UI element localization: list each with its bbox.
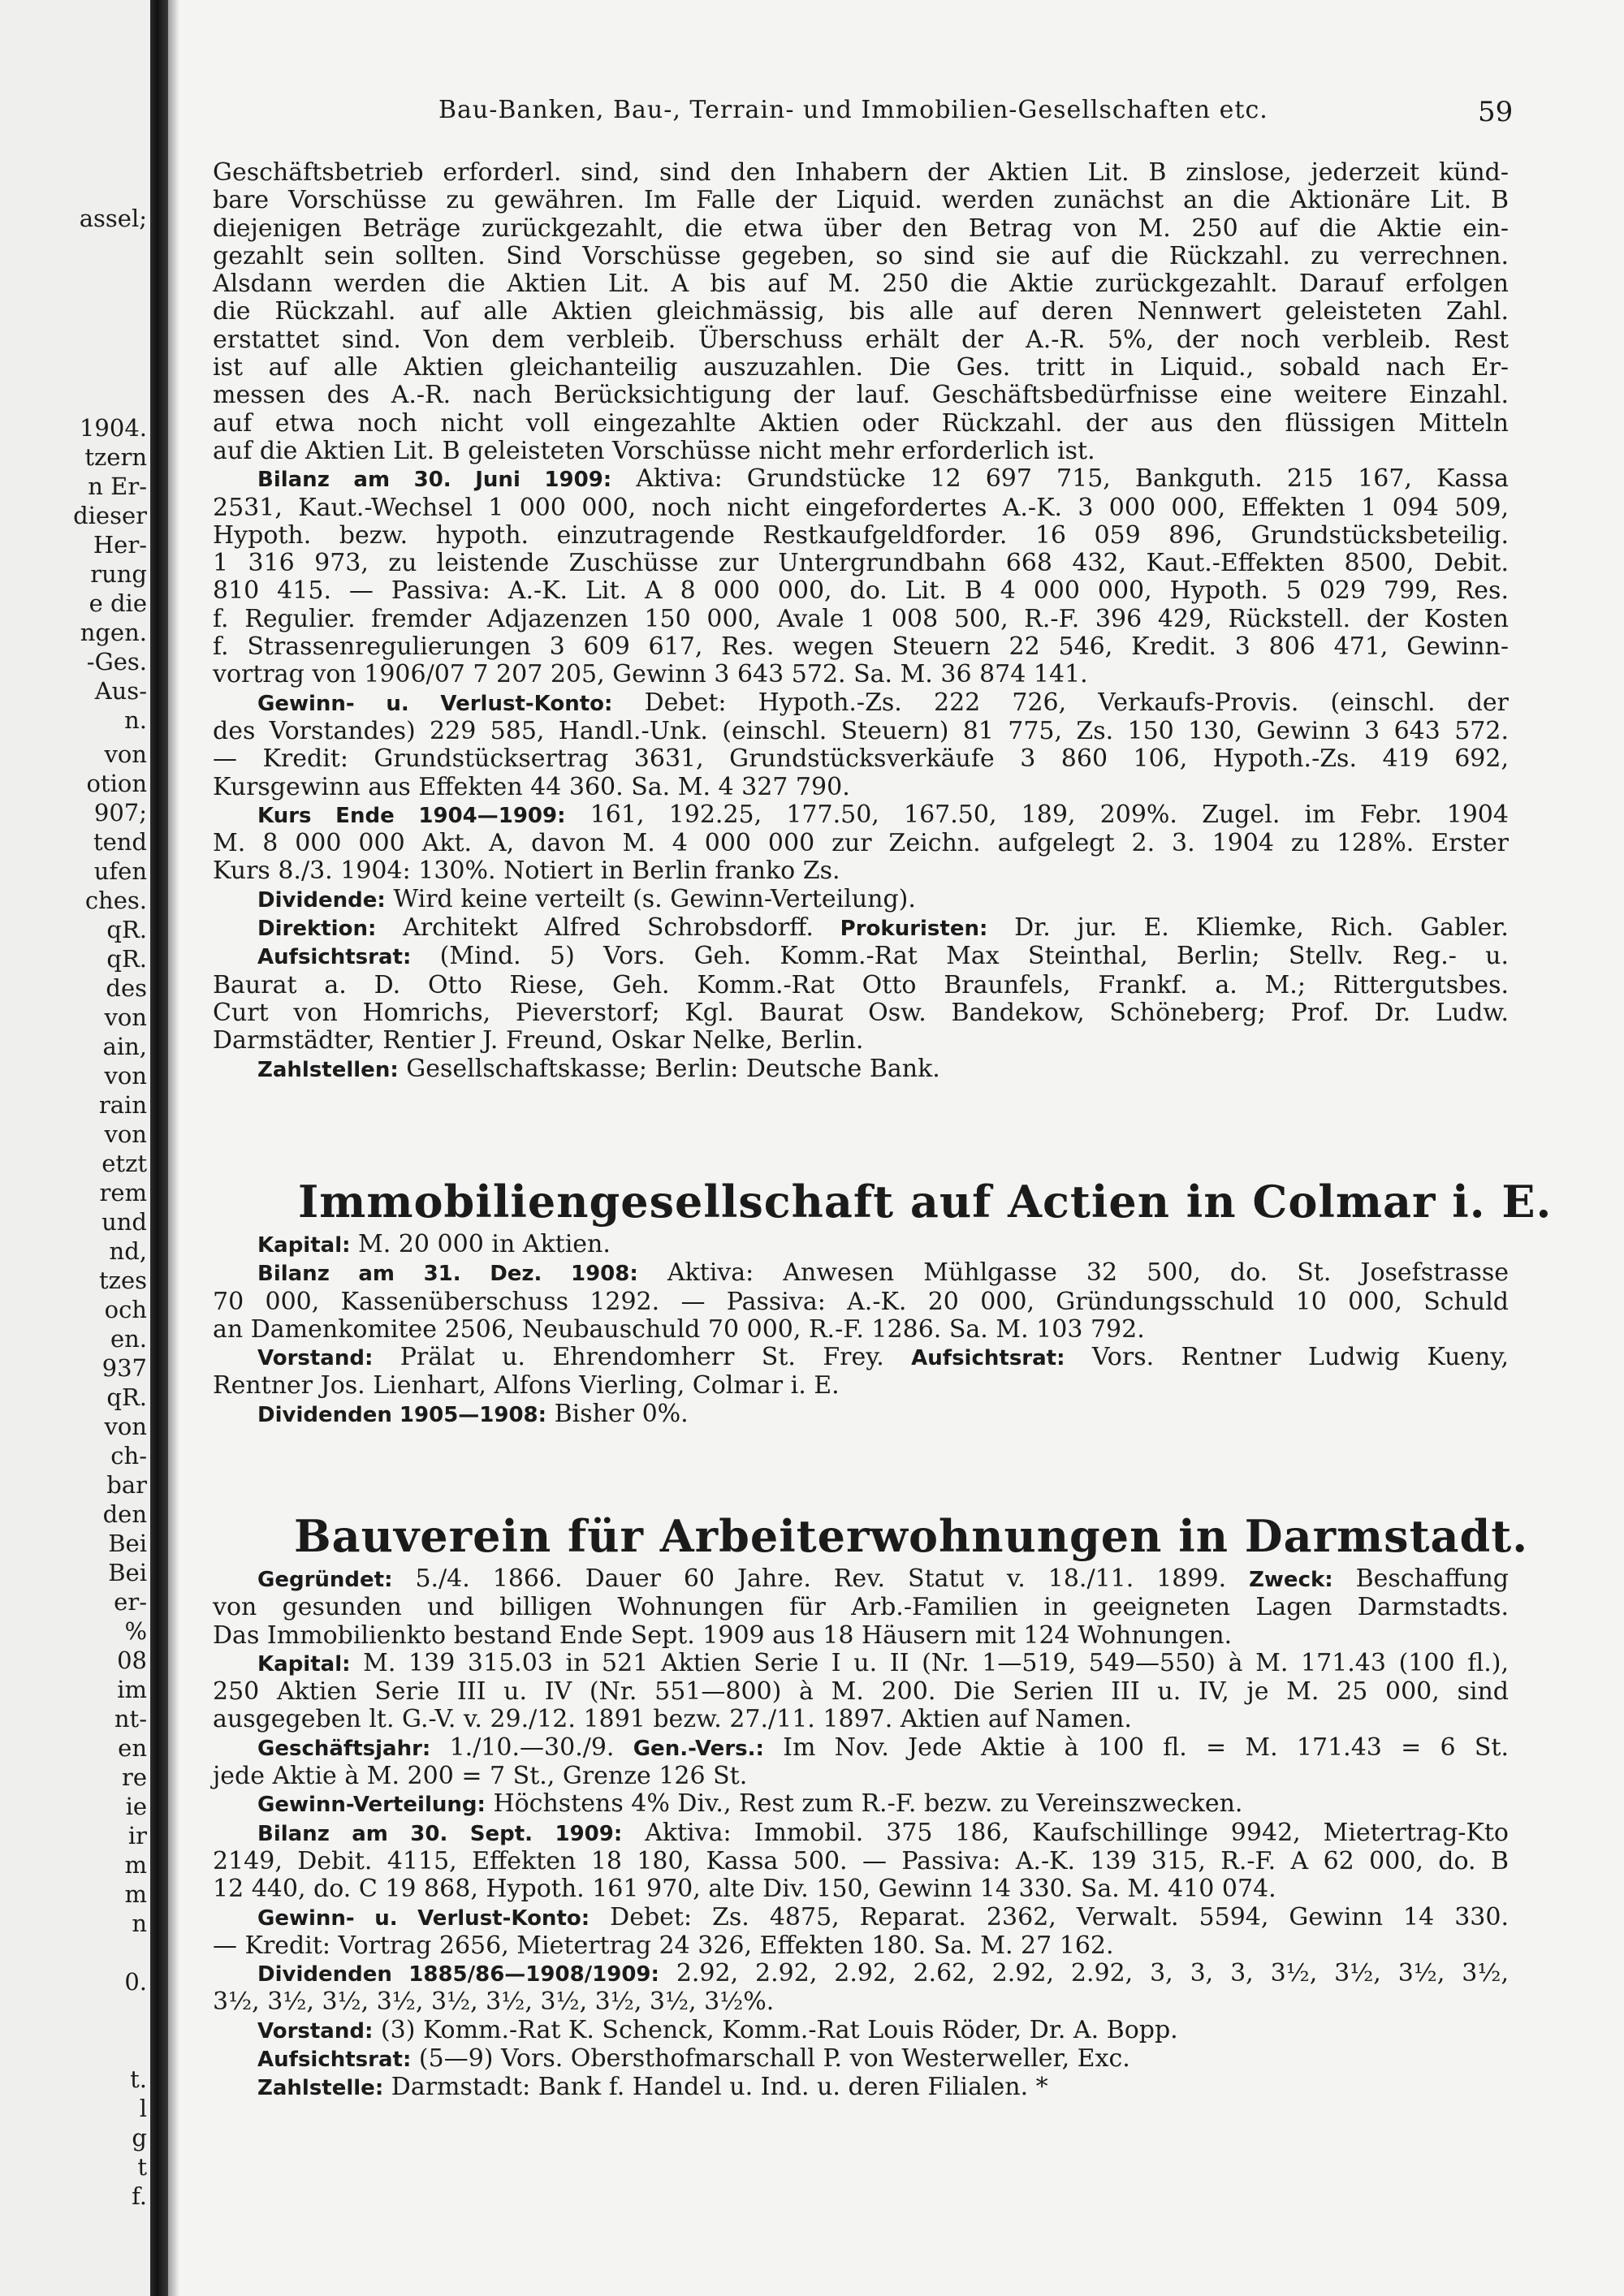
text-line: ausgegeben lt. G.-V. v. 29./12. 1891 bezw. 27./11. 1897. Aktien auf Namen. — [213, 1705, 1132, 1734]
zweck-label: Zweck: — [1249, 1568, 1333, 1592]
text-line: erstattet sind. Von dem verbleib. Überschuss erhält der A.-R. 5%, der noch verbleib. Rest — [213, 325, 1509, 354]
aufsichtsrat-first — [213, 943, 1509, 971]
aufsichtsrat-line: (Mind. 5) Vors. Geh. Komm.-Rat Max Steinthal, Berlin; Stellv. Reg.- u. — [439, 942, 1509, 971]
section-1-continuation — [213, 159, 1509, 1084]
left-page-fragment: g — [132, 2124, 147, 2151]
kurs-body — [213, 830, 1509, 886]
zahlstellen-label: Zahlstellen: — [257, 1057, 399, 1082]
left-page-fragment: t — [137, 2153, 147, 2181]
text-line: 2149, Debit. 4115, Effekten 18 180, Kassa 500. — Passiva: A.-K. 139 315, R.-F. A 62 000, do. B — [213, 1846, 1509, 1875]
left-page-fragment: ain, — [102, 1033, 147, 1060]
vorstand-line — [213, 1344, 1509, 1372]
left-page-fragment: er- — [114, 1588, 147, 1616]
left-page-fragment: dieser — [73, 502, 147, 529]
genvers-label: Gen.-Vers.: — [633, 1736, 764, 1761]
left-page-fragment: Bei — [108, 1530, 147, 1557]
text-line: 1 316 973, zu leistende Zuschüsse zur Untergrundbahn 668 432, Kaut.-Effekten 8500, Debit. — [213, 549, 1509, 578]
dividenden-line — [213, 1400, 1509, 1429]
left-page-fragment: l — [139, 2095, 147, 2122]
page-number: 59 — [1478, 96, 1514, 128]
geschaeftsjahr-line — [213, 1734, 1509, 1763]
text-line: von gesunden und billigen Wohnungen für Arb.-Familien in geeigneten Lagen Darmstadts. — [213, 1593, 1509, 1622]
text-line: Kursgewinn aus Effekten 44 360. Sa. M. 4 327 790. — [213, 772, 850, 801]
text-line: Hypoth. bezw. hypoth. einzutragende Restkaufgeldforder. 16 059 896, Grundstücksbeteilig. — [213, 520, 1509, 550]
kurs-line: 161, 192.25, 177.50, 167.50, 189, 209%. Zugel. im Febr. 1904 — [590, 800, 1509, 829]
text-line: die Rückzahl. auf alle Aktien gleichmässig, bis alle auf deren Nennwert geleisteten Zahl. — [213, 297, 1509, 326]
left-page-fragment: ufen — [93, 857, 147, 885]
left-page-fragment: e die — [89, 589, 147, 617]
left-page-fragment: assel; — [79, 205, 147, 232]
text-line: 2531, Kaut.-Wechsel 1 000 000, noch nicht eingefordertes A.-K. 3 000 000, Effekten 1 094 509, — [213, 493, 1509, 522]
left-page-fragment: ngen. — [80, 619, 147, 646]
text-line: 250 Aktien Serie III u. IV (Nr. 551—800) à M. 200. Die Serien III u. IV, je M. 25 000, sind — [213, 1677, 1509, 1707]
text-line: f. Regulier. fremder Adjazenzen 150 000, Avale 1 008 500, R.-F. 396 429, Rückstell. der Kosten — [213, 604, 1509, 633]
left-page-fragment: n. — [124, 706, 147, 734]
kapital-first — [213, 1650, 1509, 1678]
text-line: Darmstädter, Rentier J. Freund, Oskar Nelke, Berlin. — [213, 1026, 864, 1055]
dividende-text: Wird keine verteilt (s. Gewinn-Verteilung). — [393, 884, 916, 913]
text-line: Kurs 8./3. 1904: 130%. Notiert in Berlin franko Zs. — [213, 857, 840, 886]
bilanz-line: Aktiva: Immobil. 375 186, Kaufschillinge 9942, Mietertrag-Kto — [645, 1818, 1509, 1847]
gegruendet-line — [213, 1565, 1509, 1594]
section-3 — [213, 1510, 1529, 2103]
aufsichtsrat-label: Aufsichtsrat: — [911, 1346, 1065, 1371]
left-page-fragment: 0. — [124, 1968, 147, 1996]
text-line: f. Strassenregulierungen 3 609 617, Res. wegen Steuern 22 546, Kredit. 3 806 471, Gewinn- — [213, 632, 1509, 662]
dividenden-cont: 3½, 3½, 3½, 3½, 3½, 3½, 3½, 3½, 3½, 3½%. — [213, 1987, 775, 2017]
text-line: diejenigen Beträge zurückgezahlt, die etwa über den Betrag von M. 250 auf die Aktie ein- — [213, 214, 1509, 243]
gewinnverteilung-line — [213, 1790, 1509, 1819]
bilanz-body — [213, 1848, 1509, 1904]
company-title-darmstadt: Bauverein für Arbeiterwohnungen in Darmstadt. — [294, 1510, 1529, 1562]
bilanz-1908-first — [213, 1259, 1509, 1288]
text-line: Geschäftsbetrieb erforderl. sind, sind den Inhabern der Aktien Lit. B zinslose, jederzeit künd- — [213, 158, 1509, 187]
text-line: Curt von Homrichs, Pieverstorf; Kgl. Baurat Osw. Bandekow, Schöneberg; Prof. Dr. Ludw. — [213, 998, 1509, 1027]
left-page-fragment: m — [124, 1851, 147, 1879]
zahlstellen-text: Gesellschaftskasse; Berlin: Deutsche Bank. — [406, 1054, 940, 1083]
kurs-first — [213, 801, 1509, 830]
aufsichtsrat-line — [213, 2045, 1509, 2074]
zahlstelle-line — [213, 2074, 1509, 2102]
dividende-line — [213, 886, 1509, 914]
guv-label: Gewinn- u. Verlust-Konto: — [257, 1905, 590, 1931]
vorstand-text: Prälat u. Ehrendomherr St. Frey. — [400, 1343, 884, 1372]
aufsichtsrat-body — [213, 972, 1509, 1055]
left-page-fragment: nd, — [109, 1237, 147, 1265]
text-line: des Vorstandes) 229 585, Handl.-Unk. (einschl. Steuern) 81 775, Zs. 150 130, Gewinn 3 643 572. — [213, 716, 1509, 745]
left-page-fragment: etzt — [102, 1150, 147, 1177]
dividende-label: Dividende: — [257, 887, 386, 913]
left-page-fragment: qR. — [106, 916, 147, 943]
left-page-fragment: tend — [93, 828, 147, 856]
bilanz-line: Aktiva: Anwesen Mühlgasse 32 500, do. St. Josefstrasse — [667, 1258, 1509, 1288]
left-page-fragment: von — [104, 740, 147, 768]
section-2 — [213, 1176, 1553, 1429]
left-page-fragment: den — [102, 1500, 147, 1528]
bilanz-1909-first — [213, 1819, 1509, 1848]
kapital-line — [213, 1231, 1509, 1259]
dividenden-line: 2.92, 2.92, 2.92, 2.62, 2.92, 2.92, 3, 3, 3, 3½, 3½, 3½, 3½, — [676, 1959, 1509, 1988]
text-line: auf etwa noch nicht voll eingezahlte Aktien oder Rückzahl. der aus den flüssigen Mitteln — [213, 408, 1509, 438]
text-line: vortrag von 1906/07 7 207 205, Gewinn 3 643 572. Sa. M. 36 874 141. — [213, 660, 1088, 689]
left-page-fragment: 08 — [117, 1646, 147, 1674]
kurs-label: Kurs Ende 1904—1909: — [257, 803, 566, 828]
left-page-fragment: ie — [125, 1793, 147, 1820]
gutter-shadow — [168, 0, 179, 2296]
left-page-fragment: ch- — [110, 1442, 147, 1470]
left-page-fragment: % — [124, 1617, 147, 1645]
text-line: Das Immobilienkto bestand Ende Sept. 1909 aus 18 Häusern mit 124 Wohnungen. — [213, 1621, 1233, 1650]
direktion-line — [213, 914, 1509, 943]
text-line: Baurat a. D. Otto Riese, Geh. Komm.-Rat Otto Braunfels, Frankf. a. M.; Rittergutsbes. — [213, 970, 1509, 999]
left-page-fragment: qR. — [106, 945, 147, 973]
bilanz-1909-first — [213, 465, 1509, 494]
text-line: gezahlt sein sollten. Sind Vorschüsse gegeben, so sind sie auf die Rückzahl. zu verrechnen. — [213, 241, 1509, 270]
geschaeftsjahr-text: 1./10.—30./9. — [449, 1733, 615, 1762]
left-page-fragment: en — [118, 1734, 147, 1762]
left-page-fragment: 937 — [102, 1354, 147, 1382]
guv-line: Debet: Zs. 4875, Reparat. 2362, Verwalt. 5594, Gewinn 14 330. — [610, 1902, 1509, 1931]
text-line: messen des A.-R. nach Berücksichtigung der lauf. Geschäftsbedürfnisse eine weitere Einzahl. — [213, 381, 1509, 410]
aufsichtsrat-text: Vors. Rentner Ludwig Kueny, — [1091, 1343, 1509, 1372]
aufsichtsrat-cont: Rentner Jos. Lienhart, Alfons Vierling, Colmar i. E. — [213, 1371, 840, 1400]
left-page-fragment: bar — [106, 1471, 147, 1499]
left-page-fragment: qR. — [106, 1383, 147, 1411]
genvers-text: Im Nov. Jede Aktie à 100 fl. = M. 171.43 = 6 St. — [783, 1733, 1509, 1762]
aufsichtsrat-label: Aufsichtsrat: — [257, 945, 412, 970]
left-page-fragment: ir — [127, 1822, 147, 1849]
gegruendet-body — [213, 1594, 1509, 1650]
left-page-fragment: n Er- — [88, 473, 147, 500]
text-line: an Damenkomitee 2506, Neubauschuld 70 000, R.-F. 1286. Sa. M. 103 792. — [213, 1314, 1145, 1344]
left-page-fragment: 1904. — [79, 414, 147, 442]
left-page-fragment: f. — [132, 2182, 147, 2210]
guv-first — [213, 689, 1509, 718]
left-page-fragment: Bei — [108, 1559, 147, 1586]
left-page-fragment: 907; — [93, 799, 147, 826]
kapital-line: M. 139 315.03 in 521 Aktien Serie I u. II (Nr. 1—519, 549—550) à M. 171.43 (100 fl.), — [363, 1648, 1509, 1677]
text-line: bare Vorschüsse zu gewähren. Im Falle der Liquid. werden zunächst an die Aktionäre Lit. B — [213, 186, 1509, 215]
text-line: Alsdann werden die Aktien Lit. A bis auf M. 250 die Aktie zurückgezahlt. Darauf erfolgen — [213, 270, 1509, 299]
dividenden-label: Dividenden 1905—1908: — [257, 1402, 547, 1427]
bilanz-label: Bilanz am 30. Sept. 1909: — [257, 1821, 623, 1846]
aufsichtsrat-text: (5—9) Vors. Obersthofmarschall P. von Westerweller, Exc. — [418, 2044, 1130, 2074]
left-page-fragment: -Ges. — [86, 648, 147, 675]
left-page-fragment: von — [104, 1120, 147, 1148]
guv-label: Gewinn- u. Verlust-Konto: — [257, 691, 613, 716]
bilanz-line: Aktiva: Grundstücke 12 697 715, Bankguth. 215 167, Kassa — [636, 464, 1509, 494]
dividenden-label: Dividenden 1885/86—1908/1909: — [257, 1962, 659, 1987]
guv-first — [213, 1904, 1509, 1932]
guv-body — [213, 718, 1509, 801]
prokuristen-label: Prokuristen: — [840, 917, 988, 942]
gegruendet-text: 5./4. 1866. Dauer 60 Jahre. Rev. Statut v. 18./11. 1899. — [415, 1564, 1227, 1593]
direktion-text: Architekt Alfred Schrobsdorff. — [403, 913, 814, 943]
left-page-fragment: re — [121, 1763, 147, 1791]
left-page-fragment: n — [132, 1910, 147, 1937]
bilanz-body — [213, 1288, 1509, 1344]
vorstand-line — [213, 2017, 1509, 2045]
left-page-fragment: Aus- — [94, 677, 147, 705]
gegruendet-label: Gegründet: — [257, 1568, 393, 1592]
kapital-body — [213, 1678, 1509, 1734]
text-line: — Kredit: Grundstücksertrag 3631, Grundstücksverkäufe 3 860 106, Hypoth.-Zs. 419 692, — [213, 744, 1509, 774]
left-page-fragment: tzes — [99, 1267, 147, 1294]
gewinnverteilung-label: Gewinn-Verteilung: — [257, 1793, 486, 1818]
left-page-fragment: rain — [98, 1091, 147, 1119]
zahlstelle-label: Zahlstelle: — [257, 2076, 384, 2101]
left-page-fragment: Her- — [93, 531, 147, 559]
left-page-fragment: m — [124, 1880, 147, 1908]
left-page-fragment: t. — [130, 2065, 147, 2093]
left-page-fragment: otion — [86, 770, 147, 797]
vorstand-label: Vorstand: — [257, 1346, 374, 1371]
running-header: Bau-Banken, Bau-, Terrain- und Immobilien-Gesellschaften etc. — [438, 96, 1268, 124]
left-page-fragment: des — [106, 974, 147, 1002]
company-title-colmar: Immobiliengesellschaft auf Actien in Colmar i. E. — [298, 1176, 1553, 1228]
genvers-cont: jede Aktie à M. 200 = 7 St., Grenze 126 St. — [213, 1762, 748, 1791]
zweck-text: Beschaffung — [1355, 1564, 1509, 1593]
left-page-fragment: nt- — [114, 1705, 147, 1733]
bilanz-label: Bilanz am 30. Juni 1909: — [257, 468, 612, 493]
kapital-label: Kapital: — [257, 1651, 351, 1677]
aufsichtsrat-label: Aufsichtsrat: — [257, 2048, 412, 2073]
left-page-fragment: och — [104, 1296, 147, 1323]
text-line: 810 415. — Passiva: A.-K. Lit. A 8 000 000, do. Lit. B 4 000 000, Hypoth. 5 029 799, Res. — [213, 576, 1509, 606]
kapital-text: M. 20 000 in Aktien. — [358, 1230, 611, 1258]
guv-cont: — Kredit: Vortrag 2656, Mietertrag 24 326, Effekten 180. Sa. M. 27 162. — [213, 1931, 1114, 1960]
section-1-body — [213, 159, 1509, 465]
left-page-fragment: en. — [110, 1325, 147, 1353]
left-page-fragment: im — [117, 1676, 147, 1703]
direktion-label: Direktion: — [257, 917, 377, 942]
left-page-fragment: ches. — [84, 887, 147, 914]
text-line: 12 440, do. C 19 868, Hypoth. 161 970, alte Div. 150, Gewinn 14 330. Sa. M. 410 074. — [213, 1875, 1276, 1904]
left-page-fragment: von — [104, 1003, 147, 1031]
zahlstelle-text: Darmstadt: Bank f. Handel u. Ind. u. deren Filialen. * — [391, 2073, 1048, 2102]
left-page-fragment: und — [102, 1208, 147, 1236]
text-line: ist auf alle Aktien gleichanteilig auszuzahlen. Die Ges. tritt in Liquid., sobald nach Er- — [213, 353, 1509, 382]
bilanz-body — [213, 494, 1509, 689]
geschaeftsjahr-label: Geschäftsjahr: — [257, 1736, 431, 1761]
text-line: 70 000, Kassenüberschuss 1292. — Passiva: A.-K. 20 000, Gründungsschuld 10 000, Schuld — [213, 1287, 1509, 1316]
left-page-fragment: von — [104, 1413, 147, 1440]
prokuristen-text: Dr. jur. E. Kliemke, Rich. Gabler. — [1014, 913, 1509, 943]
text-line: M. 8 000 000 Akt. A, davon M. 4 000 000 zur Zeichn. aufgelegt 2. 3. 1904 zu 128%. Erster — [213, 829, 1509, 858]
left-page-fragment: rung — [90, 560, 147, 588]
gewinnverteilung-text: Höchstens 4% Div., Rest zum R.-F. bezw. zu Vereinszwecken. — [493, 1789, 1243, 1819]
guv-line: Debet: Hypoth.-Zs. 222 726, Verkaufs-Provis. (einschl. der — [644, 688, 1509, 717]
vorstand-text: (3) Komm.-Rat K. Schenck, Komm.-Rat Louis Röder, Dr. A. Bopp. — [380, 2015, 1178, 2044]
text-line: auf die Aktien Lit. B geleisteten Vorschüsse nicht mehr erforderlich ist. — [213, 436, 1095, 465]
left-page-margin — [0, 0, 150, 2296]
vorstand-label: Vorstand: — [257, 2018, 374, 2044]
dividenden-first — [213, 1960, 1509, 1988]
left-page-fragment: tzern — [84, 443, 147, 471]
left-page-fragment: von — [104, 1062, 147, 1090]
book-gutter — [150, 0, 168, 2296]
dividenden-text: Bisher 0%. — [554, 1399, 689, 1428]
zahlstellen-line — [213, 1055, 1509, 1084]
left-page-fragment: rem — [99, 1179, 147, 1206]
bilanz-label: Bilanz am 31. Dez. 1908: — [257, 1262, 638, 1287]
kapital-label: Kapital: — [257, 1233, 351, 1258]
